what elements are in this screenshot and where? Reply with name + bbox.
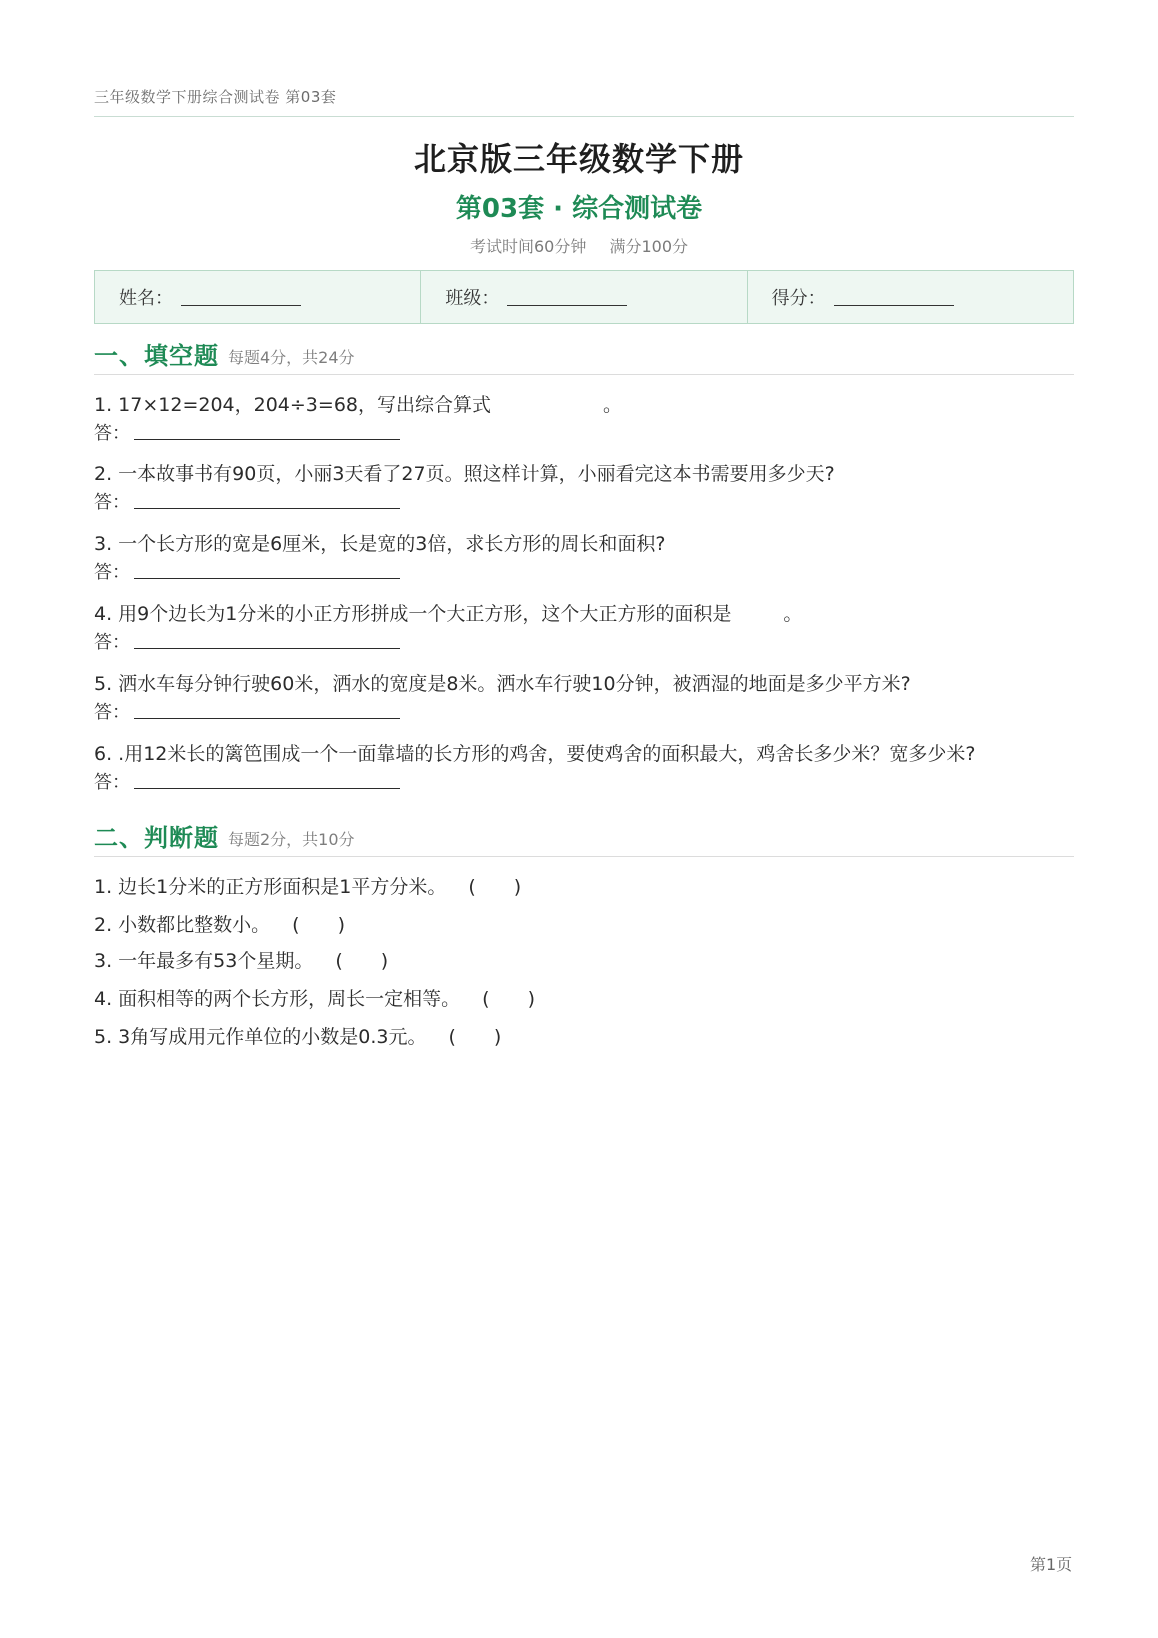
section-2-header <box>94 818 1074 857</box>
page-title: 北京版三年级数学下册 <box>413 140 744 178</box>
answer-blank-4[interactable] <box>134 648 400 649</box>
running-header: 三年级数学下册综合测试卷 第03套 <box>94 88 337 106</box>
fill-question-6: 6. .用12米长的篱笆围成一个一面靠墙的长方形的鸡舍，要使鸡舍的面积最大，鸡舍长多少米？宽多少米? <box>94 743 976 765</box>
fill-question-4: 4. 用9个边长为1分米的小正方形拼成一个大正方形，这个大正方形的面积是 。 <box>94 603 803 625</box>
answer-blank-5[interactable] <box>134 718 400 719</box>
section-1-header <box>94 336 1074 375</box>
tf-question-2: 2. 小数都比整数小。 ( ) <box>94 910 345 937</box>
tf-question-1: 1. 边长1分米的正方形面积是1平方分米。 ( ) <box>94 872 521 899</box>
fill-question-5: 5. 洒水车每分钟行驶60米，洒水的宽度是8米。洒水车行驶10分钟，被洒湿的地面是多少平方米? <box>94 673 911 695</box>
answer-line-2: 答： <box>94 488 130 514</box>
fill-question-1: 1. 17×12=204，204÷3=68，写出综合算式 。 <box>94 394 623 416</box>
tf-question-5: 5. 3角写成用元作单位的小数是0.3元。 ( ) <box>94 1022 501 1049</box>
answer-line-3: 答： <box>94 558 130 584</box>
answer-blank-2[interactable] <box>134 508 400 509</box>
name-label: 姓名： <box>119 288 173 309</box>
answer-blank-6[interactable] <box>134 788 400 789</box>
tf-answer-4[interactable]: ( ) <box>482 988 535 1010</box>
answer-line-5: 答： <box>94 698 130 724</box>
class-label: 班级： <box>445 288 500 309</box>
answer-line-1: 答： <box>94 419 130 445</box>
answer-line-4: 答： <box>94 628 130 654</box>
exam-full-score: 满分100分 <box>609 237 688 256</box>
page-number: 第1页 <box>1030 1555 1073 1574</box>
section-2-note: 每题2分，共10分 <box>228 830 355 849</box>
score-label: 得分： <box>771 288 826 309</box>
tf-question-4: 4. 面积相等的两个长方形，周长一定相等。 ( ) <box>94 984 535 1011</box>
answer-blank-1[interactable] <box>134 439 400 440</box>
exam-info <box>0 234 1158 257</box>
tf-answer-5[interactable]: ( ) <box>448 1026 502 1048</box>
student-info-box <box>94 270 1074 324</box>
section-2-title: 二、判断题 <box>94 824 219 852</box>
tf-answer-1[interactable]: ( ) <box>468 876 522 898</box>
name-cell <box>95 271 420 323</box>
header-divider <box>94 116 1074 117</box>
tf-answer-3[interactable]: ( ) <box>335 950 389 972</box>
exam-time: 考试时间60分钟 <box>469 237 587 256</box>
section-1-note: 每题4分，共24分 <box>228 348 355 367</box>
class-blank[interactable] <box>507 305 627 306</box>
fill-question-2: 2. 一本故事书有90页，小丽3天看了27页。照这样计算，小丽看完这本书需要用多少天? <box>94 463 835 485</box>
answer-line-6: 答： <box>94 768 130 794</box>
tf-answer-2[interactable]: ( ) <box>292 914 345 936</box>
score-cell <box>747 271 1073 323</box>
fill-question-3: 3. 一个长方形的宽是6厘米，长是宽的3倍，求长方形的周长和面积? <box>94 533 666 555</box>
section-1-title: 一、填空题 <box>94 342 219 370</box>
answer-blank-3[interactable] <box>134 578 400 579</box>
tf-question-3: 3. 一年最多有53个星期。 ( ) <box>94 946 388 973</box>
score-blank[interactable] <box>834 305 954 306</box>
name-blank[interactable] <box>181 305 301 306</box>
page-subtitle: 第03套 · 综合测试卷 <box>455 194 703 224</box>
class-cell <box>420 271 746 323</box>
